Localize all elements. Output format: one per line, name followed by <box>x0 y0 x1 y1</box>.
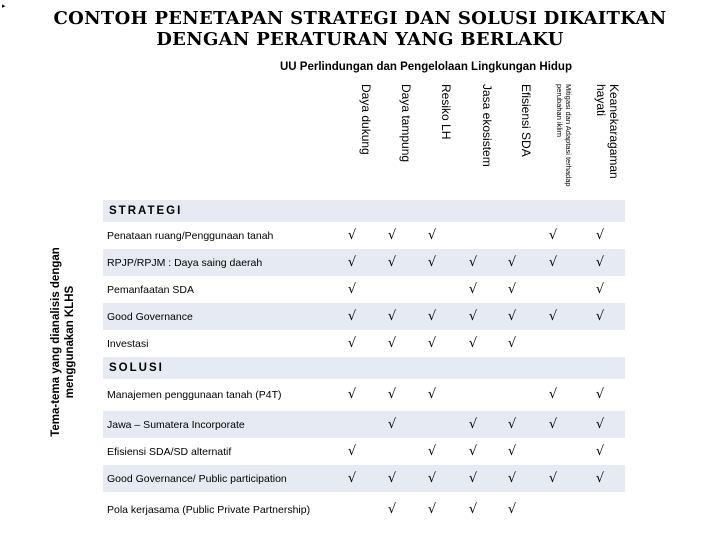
check-mark: √ <box>548 470 558 486</box>
check-mark: √ <box>595 281 605 297</box>
row-label: Efisiensi SDA/SD alternatif <box>107 445 232 458</box>
table-row <box>103 276 625 303</box>
row-label: Manajemen penggunaan tanah (P4T) <box>107 389 282 401</box>
check-mark: √ <box>595 470 605 486</box>
table-row <box>103 249 625 276</box>
check-mark: √ <box>347 335 357 351</box>
check-mark: √ <box>427 470 437 486</box>
section-label: SOLUSI <box>109 362 164 374</box>
title-line-2: DENGAN PERATURAN YANG BERLAKU <box>156 29 564 50</box>
column-header-7 <box>590 84 620 214</box>
column-header-label: Mitigasi dan Adaptasi terhadap perubahan iklim <box>555 84 573 187</box>
row-label: Pola kerjasama (Public Private Partnership) <box>107 503 311 516</box>
bullet-icon: ▸ <box>2 3 6 10</box>
check-mark: √ <box>347 470 357 486</box>
check-mark: √ <box>507 308 517 324</box>
check-mark: √ <box>548 227 558 243</box>
check-mark: √ <box>595 443 605 459</box>
check-mark: √ <box>427 387 437 402</box>
check-mark: √ <box>427 227 437 243</box>
column-header-label: Daya dukung <box>359 84 373 155</box>
check-mark: √ <box>507 335 517 351</box>
table-row <box>103 492 625 527</box>
page-title <box>0 8 720 50</box>
row-label: Jawa – Sumatera Incorporate <box>107 418 245 431</box>
check-mark: √ <box>507 443 517 459</box>
check-mark: √ <box>347 254 357 270</box>
column-header-3 <box>422 84 452 214</box>
check-mark: √ <box>427 501 437 517</box>
row-label: Penataan ruang/Penggunaan tanah <box>107 229 274 242</box>
check-mark: √ <box>387 335 397 351</box>
side-axis-label: Tema-tema yang dianalisis dengan menggunakan KLHS <box>50 247 76 437</box>
section-label: STRATEGI <box>109 205 183 217</box>
table-row <box>103 438 625 465</box>
check-mark: √ <box>427 254 437 270</box>
row-label: Investasi <box>107 337 149 350</box>
check-mark: √ <box>387 501 397 517</box>
row-label: Pemanfaatan SDA <box>107 283 194 296</box>
check-mark: √ <box>427 443 437 459</box>
check-mark: √ <box>427 335 437 351</box>
check-mark: √ <box>507 416 517 432</box>
column-header-label: Resiko LH <box>439 84 453 140</box>
check-mark: √ <box>387 227 397 243</box>
check-mark: √ <box>387 416 397 432</box>
check-mark: √ <box>507 281 517 297</box>
column-header-1 <box>342 84 372 214</box>
check-mark: √ <box>595 308 605 324</box>
check-mark: √ <box>347 227 357 243</box>
check-mark: √ <box>548 416 558 432</box>
table-row <box>103 465 625 492</box>
column-header-4 <box>463 84 493 214</box>
row-label: Good Governance/ Public participation <box>107 472 287 485</box>
column-header-6 <box>543 84 573 214</box>
check-mark: √ <box>387 470 397 486</box>
column-header-label: Daya tampung <box>399 84 413 163</box>
table-row <box>103 411 625 438</box>
row-label: Good Governance <box>107 310 193 323</box>
check-mark: √ <box>468 470 478 486</box>
table-row <box>103 303 625 330</box>
check-mark: √ <box>548 308 558 324</box>
check-mark: √ <box>427 308 437 324</box>
check-mark: √ <box>387 387 397 402</box>
title-line-1: CONTOH PENETAPAN STRATEGI DAN SOLUSI DIKAITKAN <box>53 8 667 29</box>
check-mark: √ <box>468 443 478 459</box>
column-header-label: Keanekaragaman hayati <box>594 84 621 179</box>
check-mark: √ <box>468 308 478 324</box>
section-header-row <box>103 200 625 222</box>
check-mark: √ <box>347 387 357 402</box>
check-mark: √ <box>595 254 605 270</box>
check-mark: √ <box>468 335 478 351</box>
check-mark: √ <box>347 281 357 297</box>
check-mark: √ <box>595 387 605 402</box>
law-subtitle: UU Perlindungan dan Pengelolaan Lingkungan Hidup <box>280 61 572 73</box>
row-label: RPJP/RPJM : Daya saing daerah <box>107 256 263 269</box>
check-mark: √ <box>387 254 397 270</box>
check-mark: √ <box>548 387 558 402</box>
check-mark: √ <box>507 254 517 270</box>
check-mark: √ <box>468 254 478 270</box>
check-mark: √ <box>387 308 397 324</box>
column-header-2 <box>382 84 412 214</box>
check-mark: √ <box>347 443 357 459</box>
check-mark: √ <box>468 281 478 297</box>
check-mark: √ <box>595 416 605 432</box>
check-mark: √ <box>507 501 517 517</box>
column-header-label: Efisiensi SDA <box>519 84 533 157</box>
check-mark: √ <box>507 470 517 486</box>
check-mark: √ <box>468 501 478 517</box>
check-mark: √ <box>468 416 478 432</box>
table-row <box>103 330 625 357</box>
column-header-5 <box>502 84 532 214</box>
check-mark: √ <box>347 308 357 324</box>
column-header-label: Jasa ekosistem <box>480 84 494 167</box>
table-row <box>103 379 625 411</box>
check-mark: √ <box>548 254 558 270</box>
section-header-row <box>103 357 625 379</box>
table-row <box>103 222 625 249</box>
check-mark: √ <box>595 227 605 243</box>
